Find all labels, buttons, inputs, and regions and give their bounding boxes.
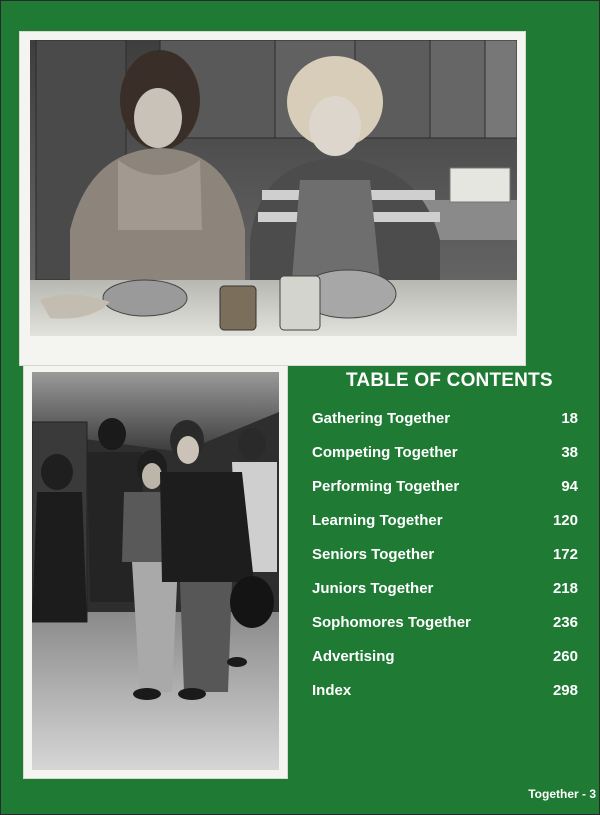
toc-entry-page: 94 <box>561 477 578 495</box>
toc-entry[interactable] <box>312 644 578 668</box>
toc-entry[interactable] <box>312 508 578 532</box>
toc-entry-label: Performing Together <box>312 477 460 495</box>
hallway-photo <box>32 372 279 770</box>
top-photo-frame <box>20 32 525 365</box>
toc-entry-label: Competing Together <box>312 443 458 461</box>
toc-entry-label: Index <box>312 681 352 699</box>
toc-entry[interactable] <box>312 406 578 430</box>
toc-entry[interactable] <box>312 474 578 498</box>
toc-entry[interactable] <box>312 440 578 464</box>
toc-entry-label: Gathering Together <box>312 409 451 427</box>
toc-entry-label: Seniors Together <box>312 545 435 563</box>
toc-entry-page: 298 <box>552 681 578 699</box>
toc-entry-page: 120 <box>552 511 578 529</box>
toc-entry[interactable] <box>312 678 578 702</box>
kitchen-photo <box>30 40 517 336</box>
toc-entry-page: 172 <box>552 545 578 563</box>
toc-entry-page: 236 <box>552 613 578 631</box>
toc-entry-label: Learning Together <box>312 511 443 529</box>
toc-entry-page: 260 <box>552 647 578 665</box>
toc-entry[interactable] <box>312 542 578 566</box>
page-footer: Together - 3 <box>528 787 596 801</box>
kitchen-photo-illustration <box>30 40 517 336</box>
toc-entry[interactable] <box>312 610 578 634</box>
toc-entry-page: 218 <box>552 579 578 597</box>
hallway-photo-illustration <box>32 372 279 770</box>
toc-entry-label: Advertising <box>312 647 395 665</box>
toc-title: TABLE OF CONTENTS <box>346 370 553 391</box>
toc-entry-label: Juniors Together <box>312 579 434 597</box>
toc-entry-page: 18 <box>561 409 578 427</box>
toc-entry[interactable] <box>312 576 578 600</box>
toc-entry-label: Sophomores Together <box>312 613 471 631</box>
bottom-photo-frame <box>24 366 287 778</box>
toc-entry-page: 38 <box>561 443 578 461</box>
